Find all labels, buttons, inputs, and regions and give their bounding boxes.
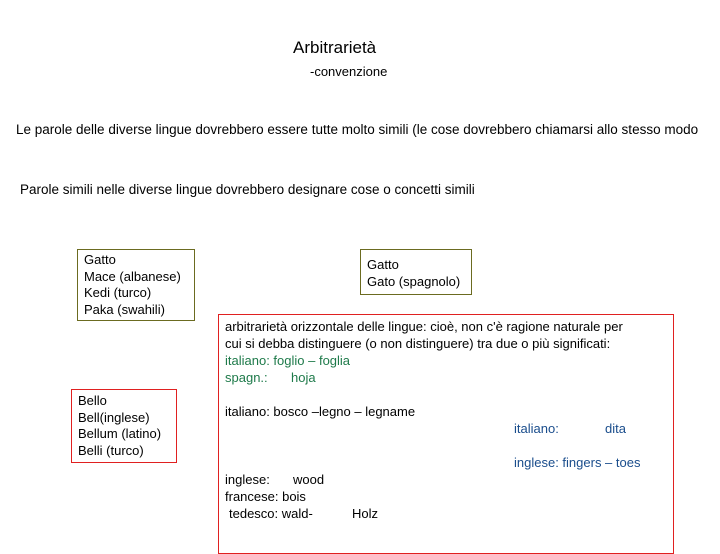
example-italian-dita: dita xyxy=(605,421,626,436)
example-word: Mace (albanese) xyxy=(84,268,181,284)
statement-line-1: Le parole delle diverse lingue dovrebbero essere tutte molto simili (le cose dovrebbero chiamarsi allo stesso modo xyxy=(16,122,699,137)
example-italian-foglio: italiano: foglio – foglia xyxy=(225,353,351,368)
example-box-gatto xyxy=(77,249,195,321)
example-german-holz: Holz xyxy=(352,506,379,521)
example-italian-bosco: italiano: bosco –legno – legname xyxy=(225,404,416,419)
statement-line-2: Parole simili nelle diverse lingue dovrebbero designare cose o concetti simili xyxy=(20,182,475,197)
example-word: Gatto xyxy=(367,257,399,272)
example-german-wald: tedesco: wald- xyxy=(229,506,313,521)
example-word: Kedi (turco) xyxy=(84,285,152,300)
example-spanish-label: spagn.: xyxy=(225,370,268,385)
example-box-gato xyxy=(360,249,472,295)
example-english-label: inglese: xyxy=(225,472,270,487)
example-word: Belli (turco) xyxy=(78,442,144,458)
example-word: Bellum (latino) xyxy=(78,426,162,441)
example-spanish-hoja: hoja xyxy=(291,370,316,385)
example-word: Bello xyxy=(78,393,107,408)
intro-line-2: cui si debba distinguere (o non distinguere) tra due o più significati: xyxy=(225,336,611,351)
intro-line-1: arbitrarietà orizzontale delle lingue: cioè, non c'è ragione naturale per xyxy=(225,319,623,334)
example-english-wood: wood xyxy=(293,472,325,487)
example-italian-dita-label: italiano: xyxy=(514,421,559,436)
example-box-bello xyxy=(71,389,177,463)
example-english-fingers: inglese: fingers – toes xyxy=(514,455,641,470)
page-subtitle: -convenzione xyxy=(310,64,388,79)
example-word: Gato (spagnolo) xyxy=(367,273,461,289)
example-french-bois: francese: bois xyxy=(225,489,306,504)
example-word: Paka (swahili) xyxy=(84,301,165,317)
example-word: Bell(inglese) xyxy=(78,409,150,425)
example-word: Gatto xyxy=(84,252,116,267)
page-title: Arbitrarietà xyxy=(293,38,377,57)
arbitrariness-box xyxy=(218,314,674,554)
